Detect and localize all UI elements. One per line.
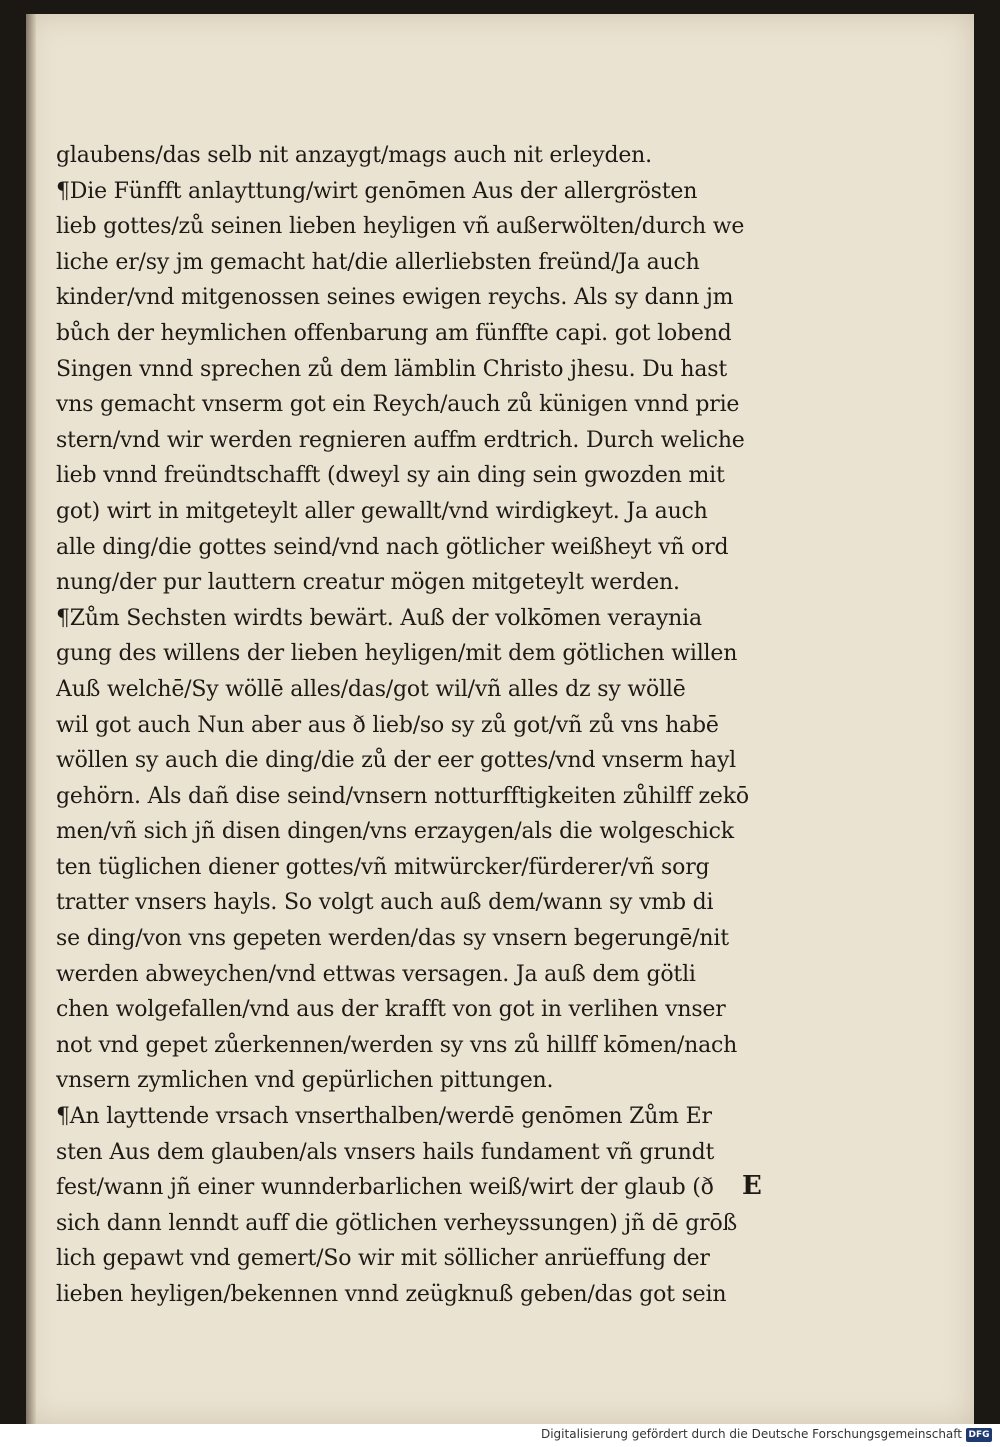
text-line: gehörn. Als dañ dise seind/vnsern notturfftigkeiten zůhilff zekō [56, 783, 749, 809]
text-line: kinder/vnd mitgenossen seines ewigen reychs. Als sy dann jm [56, 285, 734, 311]
book-page [26, 14, 974, 1424]
text-line: lich gepawt vnd gemert/So wir mit söllicher anrüeffung der [56, 1246, 710, 1272]
text-line: nung/der pur lauttern creatur mögen mitgeteylt werden. [56, 570, 680, 596]
funding-credit: Digitalisierung gefördert durch die Deutsche Forschungsgemeinschaft [540, 1427, 962, 1441]
text-line: ten tüglichen diener gottes/vñ mitwürcker/fürderer/vñ sorg [56, 854, 710, 880]
text-line: ¶An layttende vrsach vnserthalben/werdē genōmen Zům Er [56, 1104, 712, 1130]
text-line: sich dann lenndt auff die götlichen verheyssungen) jñ dē grōß [56, 1210, 738, 1236]
catchword: E [742, 1171, 762, 1201]
text-line: lieb vnnd freündtschafft (dweyl sy ain ding sein gwozden mit [56, 463, 725, 489]
text-line: Singen vnnd sprechen zů dem lämblin Christo jhesu. Du hast [56, 356, 728, 382]
text-line: men/vñ sich jñ disen dingen/vns erzaygen/als die wolgeschick [56, 819, 734, 845]
text-line: vns gemacht vnserm got ein Reych/auch zů künigen vnnd prie [56, 392, 740, 418]
text-line: bůch der heymlichen offenbarung am fünffte capi. got lobend [56, 320, 732, 346]
text-line: se ding/von vns gepeten werden/das sy vnsern begerungē/nit [56, 926, 729, 952]
text-line: Auß welchē/Sy wöllē alles/das/got wil/vñ alles dz sy wöllē [56, 676, 686, 702]
text-line: werden abweychen/vnd ettwas versagen. Ja auß dem götli [56, 961, 696, 987]
text-line: lieben heyligen/bekennen vnnd zeügknuß geben/das got sein [56, 1282, 727, 1307]
text-line: tratter vnsers hayls. So volgt auch auß dem/wann sy vmb di [56, 890, 714, 916]
text-line: not vnd gepet zůerkennen/werden sy vns zů hillff kōmen/nach [56, 1032, 738, 1058]
text-line: ¶Die Fünfft anlayttung/wirt genōmen Aus der allergrösten [56, 178, 698, 204]
text-line: wil got auch Nun aber aus ð lieb/so sy zů got/vñ zů vns habē [56, 712, 719, 738]
text-line: stern/vnd wir werden regnieren auffm erdtrich. Durch weliche [56, 427, 745, 453]
text-line: sten Aus dem glauben/als vnsers hails fundament vñ grundt [56, 1139, 715, 1165]
text-line: liche er/sy jm gemacht hat/die allerliebsten freünd/Ja auch [56, 249, 700, 275]
text-line: fest/wann jñ einer wunnderbarlichen weiß/wirt der glaub (ð [56, 1175, 714, 1201]
text-line: gung des willens der lieben heyligen/mit dem götlichen willen [56, 641, 738, 667]
text-line: alle ding/die gottes seind/vnd nach götlicher weißheyt vñ ord [56, 534, 729, 560]
text-line: vnsern zymlichen vnd gepürlichen pittungen. [56, 1068, 554, 1094]
text-line: glaubens/das selb nit anzaygt/mags auch nit erleyden. [56, 143, 652, 168]
dfg-logo-icon: DFG [966, 1428, 992, 1442]
footer-bar [0, 1424, 1000, 1447]
page-gutter-shadow [26, 14, 36, 1424]
text-line: chen wolgefallen/vnd aus der krafft von got in verlihen vnser [56, 997, 726, 1023]
text-line: lieb gottes/zů seinen lieben heyligen vñ außerwölten/durch we [56, 214, 745, 240]
text-line: wöllen sy auch die ding/die zů der eer gottes/vnd vnserm hayl [56, 748, 737, 774]
text-line: ¶Zům Sechsten wirdts bewärt. Auß der volkōmen veraynia [56, 605, 702, 631]
text-line: got) wirt in mitgeteylt aller gewallt/vnd wirdigkeyt. Ja auch [56, 498, 708, 524]
page-text [56, 138, 836, 1313]
